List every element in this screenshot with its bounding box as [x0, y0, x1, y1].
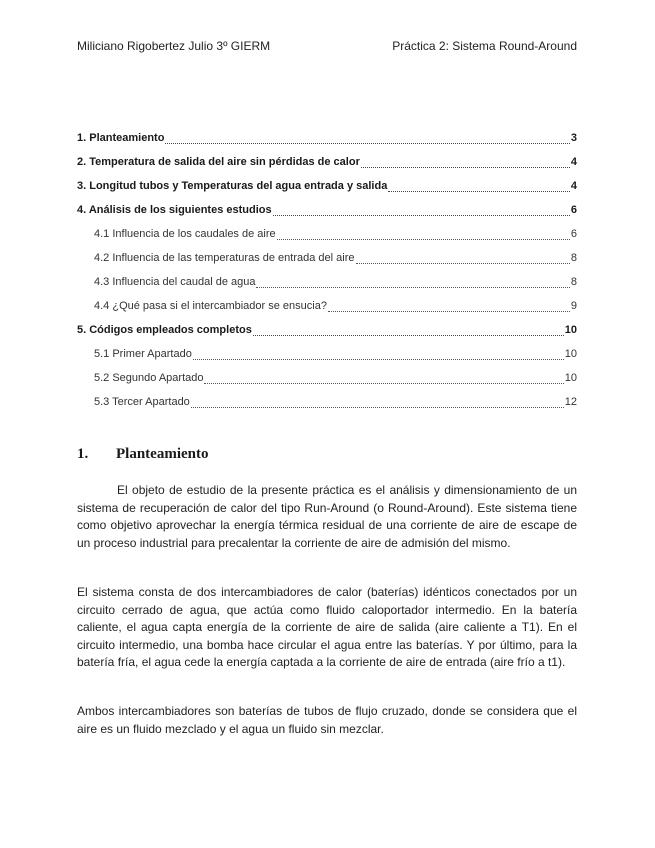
- toc-entry-page: 6: [570, 228, 577, 240]
- body-paragraph: El sistema consta de dos intercambiadores de calor (baterías) idénticos conectados por un circuito cerrado de agua, que actúa como fluido caloportador intermedio. En la batería caliente, el agua capta energía de la corriente de aire de salida (aire caliente a T1). En el circuito intermedio, una bomba hace circular el agua entre las baterías. Y por último, para la batería fría, el agua cede la energía captada a la corriente de aire de entrada (aire frío a t1).: [77, 585, 577, 669]
- toc-entry[interactable]: [77, 126, 577, 150]
- toc-entry-title: 5. Códigos empleados completos: [77, 324, 252, 336]
- header-title: Práctica 2: Sistema Round-Around: [392, 39, 577, 53]
- toc-entry-title: 5.1 Primer Apartado: [94, 348, 192, 360]
- toc-subentry[interactable]: [77, 366, 577, 390]
- toc-entry-page: 10: [564, 324, 577, 336]
- toc-entry-title: 4.2 Influencia de las temperaturas de entrada del aire: [94, 252, 355, 264]
- toc-subentry[interactable]: [77, 222, 577, 246]
- toc-leader: [273, 215, 570, 216]
- toc-entry-page: 3: [570, 132, 577, 144]
- toc-entry[interactable]: [77, 318, 577, 342]
- toc-entry-page: 10: [564, 372, 577, 384]
- toc-entry-page: 8: [570, 276, 577, 288]
- toc-entry-title: 4.3 Influencia del caudal de agua: [94, 276, 256, 288]
- toc-entry-title: 4.4 ¿Qué pasa si el intercambiador se ensucia?: [94, 300, 327, 312]
- toc-leader: [204, 383, 563, 384]
- toc-subentry[interactable]: [77, 246, 577, 270]
- toc-leader: [361, 167, 570, 168]
- toc-entry[interactable]: [77, 198, 577, 222]
- toc-leader: [328, 311, 570, 312]
- page-header: [77, 36, 577, 56]
- toc-leader: [277, 239, 570, 240]
- toc-leader: [165, 143, 569, 144]
- toc-subentry[interactable]: [77, 390, 577, 414]
- toc-subentry[interactable]: [77, 342, 577, 366]
- toc-entry-title: 5.3 Tercer Apartado: [94, 396, 190, 408]
- toc-leader: [388, 191, 570, 192]
- toc-entry-title: 3. Longitud tubos y Temperaturas del agua entrada y salida: [77, 180, 388, 192]
- toc-entry-page: 4: [570, 180, 577, 192]
- toc-leader: [191, 407, 564, 408]
- toc-leader: [356, 263, 570, 264]
- toc-entry[interactable]: [77, 150, 577, 174]
- section-number: 1.: [77, 446, 89, 462]
- toc-entry-title: 5.2 Segundo Apartado: [94, 372, 204, 384]
- toc-entry-page: 4: [570, 156, 577, 168]
- section-title: Planteamiento: [116, 446, 209, 462]
- toc-subentry[interactable]: [77, 294, 577, 318]
- toc-entry-title: 1. Planteamiento: [77, 132, 165, 144]
- body-paragraph: Ambos intercambiadores son baterías de tubos de flujo cruzado, donde se considera que el aire es un fluido mezclado y el agua un fluido sin mezclar.: [77, 704, 577, 736]
- table-of-contents: [77, 126, 577, 414]
- toc-entry-page: 9: [570, 300, 577, 312]
- toc-leader: [256, 287, 569, 288]
- toc-leader: [193, 359, 564, 360]
- toc-entry[interactable]: [77, 174, 577, 198]
- toc-entry-page: 6: [570, 204, 577, 216]
- toc-entry-title: 4. Análisis de los siguientes estudios: [77, 204, 272, 216]
- body-paragraph: El objeto de estudio de la presente práctica es el análisis y dimensionamiento de un sistema de recuperación de calor del tipo Run-Around (o Round-Around). Este sistema tiene como objetivo aprovechar la energía térmica residual de una corriente de aire de escape de un proceso industrial para precalentar la corriente de aire de admisión del mismo.: [77, 483, 577, 550]
- toc-subentry[interactable]: [77, 270, 577, 294]
- header-author: Miliciano Rigobertez Julio 3º GIERM: [77, 39, 271, 53]
- toc-entry-title: 2. Temperatura de salida del aire sin pérdidas de calor: [77, 156, 360, 168]
- toc-entry-page: 10: [564, 348, 577, 360]
- toc-leader: [253, 335, 564, 336]
- toc-entry-page: 8: [570, 252, 577, 264]
- toc-entry-title: 4.1 Influencia de los caudales de aire: [94, 228, 276, 240]
- toc-entry-page: 12: [564, 396, 577, 408]
